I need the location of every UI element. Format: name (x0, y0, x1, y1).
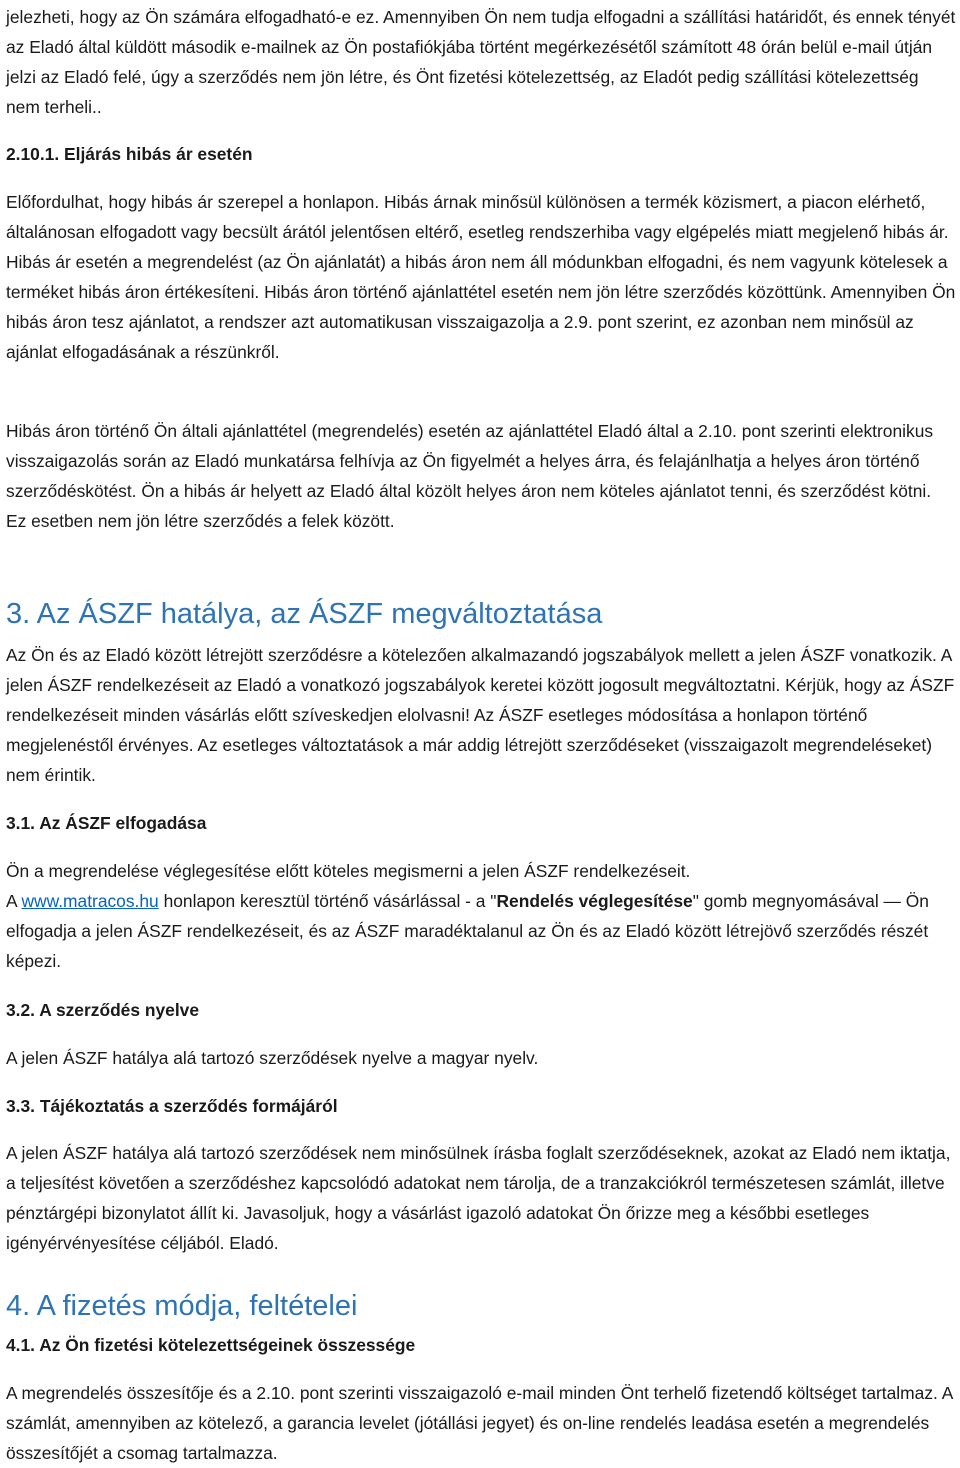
paragraph-3-2: A jelen ÁSZF hatálya alá tartozó szerződések nyelve a magyar nyelv. (6, 1048, 539, 1068)
paragraph-3-1-b (6, 886, 956, 976)
paragraph-4-1: A megrendelés összesítője és a 2.10. pont szerinti visszaigazoló e-mail minden Önt terhelő fizetendő költséget tartalmaz. A számlát, amennyiben az kötelező, a garancia levelet (jótállási jegyet) és on-line rendelés leadása esetén a megrendelés összesítőjét a csomag tartalmazza. (6, 1383, 953, 1463)
heading-2-10-1: 2.10.1. Eljárás hibás ár esetén (6, 144, 253, 164)
heading-section-3: 3. Az ÁSZF hatálya, az ÁSZF megváltoztatása (6, 598, 603, 630)
paragraph-3-3: A jelen ÁSZF hatálya alá tartozó szerződések nem minősülnek írásba foglalt szerződéseknek, azokat az Eladó nem iktatja, a teljesítést követően a szerződéshez kapcsolódó adatokat nem tárolja, de a tranzakciókról természetesen számlát, illetve pénztárgépi bizonylatot állít ki. Javasoljuk, hogy a vásárlást igazoló adatokat Ön őrizze meg a későbbi esetleges igényérvényesítése céljából. Eladó. (6, 1143, 951, 1253)
paragraph-3-1-b-mid: honlapon keresztül történő vásárlással - a " (158, 891, 497, 911)
paragraph-hibas-ar-2: Hibás áron történő Ön általi ajánlattétel (megrendelés) esetén az ajánlattétel Eladó által a 2.10. pont szerinti elektronikus visszaigazolás során az Eladó munkatársa felhívja az Ön figyelmét a helyes árra, és felajánlhatja a helyes áron történő szerződéskötést. Ön a hibás ár helyett az Eladó által közölt helyes áron nem köteles ajánlatot tenni, és szerződést kötni. Ez esetben nem jön létre szerződés a felek között. (6, 421, 934, 531)
heading-4-1: 4.1. Az Ön fizetési kötelezettségeinek összessége (6, 1335, 416, 1355)
paragraph-3-1-b-pre: A (6, 891, 22, 911)
paragraph-3-1-a: Ön a megrendelése véglegesítése előtt köteles megismerni a jelen ÁSZF rendelkezéseit. (6, 861, 691, 881)
rendeles-veglegesitese-text: Rendelés véglegesítése (496, 891, 693, 911)
heading-3-2: 3.2. A szerződés nyelve (6, 1000, 200, 1020)
heading-section-4: 4. A fizetés módja, feltételei (6, 1290, 358, 1322)
paragraph-intro: jelezheti, hogy az Ön számára elfogadható-e ez. Amennyiben Ön nem tudja elfogadni a szállítási határidőt, és ennek tényét az Eladó által küldött második e-mailnek az Ön postafiókjába történt megérkezésétől számított 48 órán belül e-mail útján jelzi az Eladó felé, úgy a szerződés nem jön létre, és Önt fizetési kötelezettség, az Eladót pedig szállítási kötelezettség nem terheli.. (6, 7, 956, 117)
heading-3-3: 3.3. Tájékoztatás a szerződés formájáról (6, 1096, 338, 1116)
paragraph-hibas-ar-1: Előfordulhat, hogy hibás ár szerepel a honlapon. Hibás árnak minősül különösen a termék közismert, a piacon elérhető, általánosan elfogadott vagy becsült árától jelentősen eltérő, esetleg rendszerhiba vagy elgépelés miatt megjelenő hibás ár. Hibás ár esetén a megrendelést (az Ön ajánlatát) a hibás áron nem áll módunkban elfogadni, és nem vagyunk kötelesek a terméket hibás áron értékesíteni. Hibás áron történő ajánlattétel esetén nem jön létre szerződés közöttünk. Amennyiben Ön hibás áron tesz ajánlatot, a rendszer azt automatikusan visszaigazolja a 2.9. pont szerint, ez azonban nem minősül az ajánlat elfogadásának a részünkről. (6, 192, 956, 362)
paragraph-3-1-b-post: " gomb megnyomásával — Ön elfogadja a jelen ÁSZF rendelkezéseit, és az ÁSZF maradéktalanul az Ön és az Eladó között létrejövő szerződés részét képezi. (6, 891, 929, 971)
heading-3-1: 3.1. Az ÁSZF elfogadása (6, 813, 207, 833)
matracos-link[interactable]: www.matracos.hu (21, 891, 159, 911)
paragraph-section-3: Az Ön és az Eladó között létrejött szerződésre a kötelezően alkalmazandó jogszabályok mellett a jelen ÁSZF vonatkozik. A jelen ÁSZF rendelkezéseit az Eladó a vonatkozó jogszabályok keretei között jogosult megváltoztatni. Kérjük, hogy az ÁSZF rendelkezéseit minden vásárlás előtt szíveskedjen elolvasni! Az ÁSZF esetleges módosítása a honlapon történő megjelenéstől érvényes. Az esetleges változtatások a már addig létrejött szerződéseket (visszaigazolt megrendeléseket) nem érintik. (6, 645, 955, 785)
